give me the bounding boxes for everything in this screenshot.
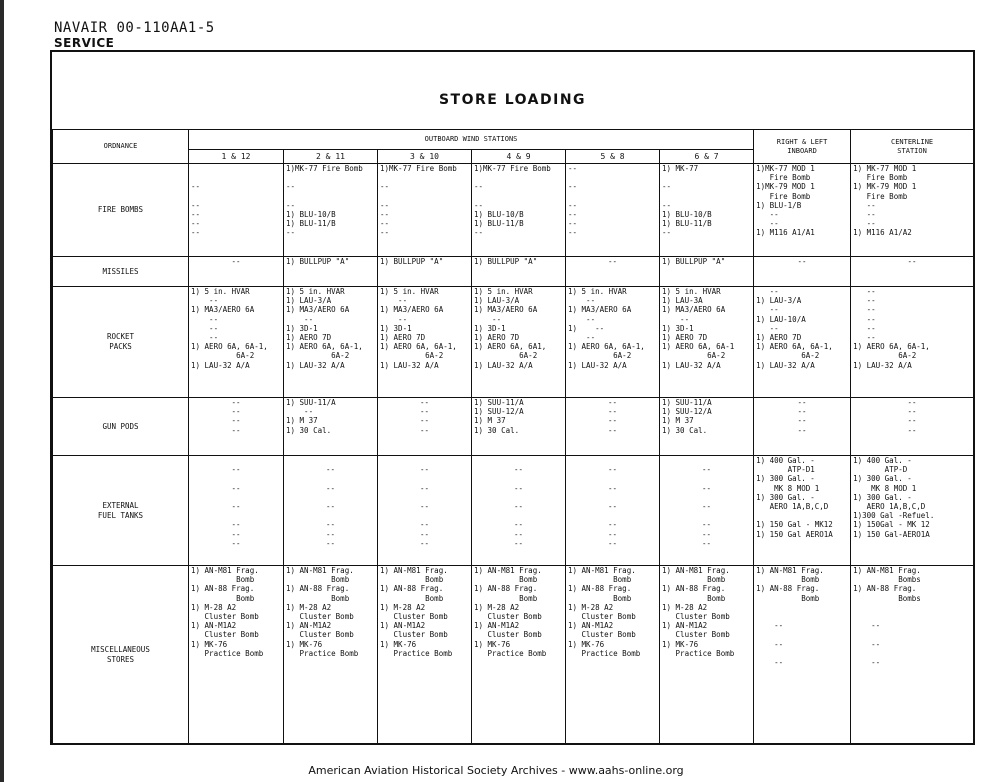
table-cell: -- -- -- -- -- -- — [472, 456, 566, 566]
category-label: EXTERNAL FUEL TANKS — [53, 456, 189, 566]
table-cell: -- -- -- -- -- -- — [566, 456, 660, 566]
table-cell: -- — [754, 257, 851, 287]
table-cell: -- -- -- -- -- -- — [378, 456, 472, 566]
category-label: FIRE BOMBS — [53, 164, 189, 257]
outboard-header: OUTBOARD WIND STATIONS — [189, 130, 754, 150]
table-cell: 1)MK-77 Fire Bomb -- -- -- -- -- — [378, 164, 472, 257]
table-cell: 1) SUU-11/A -- 1) M 37 1) 30 Cal. — [284, 398, 378, 456]
table-cell: 1) 5 in. HVAR -- 1) MA3/AERO 6A -- -- -- 1) AERO 6A, 6A-1, 6A-2 1) LAU-32 A/A — [189, 287, 284, 398]
table-cell: 1)MK-77 Fire Bomb -- -- 1) BLU-10/B 1) BLU-11/B -- — [472, 164, 566, 257]
table-cell: 1) BULLPUP "A" — [378, 257, 472, 287]
table-cell: 1) BULLPUP "A" — [660, 257, 754, 287]
station-number: 5 & 8 — [566, 150, 660, 164]
station-number: 3 & 10 — [378, 150, 472, 164]
table-cell: 1) 5 in. HVAR -- 1) MA3/AERO 6A -- 1) -- -- 1) AERO 6A, 6A-1, 6A-2 1) LAU-32 A/A — [566, 287, 660, 398]
category-label: GUN PODS — [53, 398, 189, 456]
table-cell: -- -- -- -- — [566, 398, 660, 456]
table-cell: -- — [851, 257, 974, 287]
table-row — [53, 398, 974, 456]
table-cell: -- 1) LAU-3/A -- 1) LAU-10/A -- 1) AERO 7D 1) AERO 6A, 6A-1, 6A-2 1) LAU-32 A/A — [754, 287, 851, 398]
table-cell: 1) AN-M81 Frag. Bombs 1) AN-88 Frag. Bombs -- -- -- — [851, 566, 974, 744]
table-cell: 1) 5 in. HVAR 1) LAU-3A 1) MA3/AERO 6A -- 1) 3D-1 1) AERO 7D 1) AERO 6A, 6A-1 6A-2 1) LAU-32 A/A — [660, 287, 754, 398]
section-label: SERVICE — [54, 36, 115, 50]
table-cell: 1) AN-M81 Frag. Bomb 1) AN-88 Frag. Bomb 1) M-28 A2 Cluster Bomb 1) AN-M1A2 Cluster Bomb 1) MK-76 Practice Bomb — [284, 566, 378, 744]
table-row — [53, 164, 974, 257]
table-cell: 1) AN-M81 Frag. Bomb 1) AN-88 Frag. Bomb 1) M-28 A2 Cluster Bomb 1) AN-M1A2 Cluster Bomb 1) MK-76 Practice Bomb — [472, 566, 566, 744]
table-cell: 1) 400 Gal. - ATP-D1 1) 300 Gal. - MK 8 MOD 1 1) 300 Gal. - AERO 1A,B,C,D 1) 150 Gal - MK12 1) 150 Gal AERO1A — [754, 456, 851, 566]
page-title: STORE LOADING — [438, 92, 587, 108]
table-cell: -- -- -- -- — [378, 398, 472, 456]
table-cell: 1)MK-77 MOD 1 Fire Bomb 1)MK-79 MOD 1 Fire Bomb 1) BLU-1/B -- -- 1) M116 A1/A1 — [754, 164, 851, 257]
table-cell: 1) 5 in. HVAR -- 1) MA3/AERO 6A -- 1) 3D-1 1) AERO 7D 1) AERO 6A, 6A-1, 6A-2 1) LAU-32 A/A — [378, 287, 472, 398]
table-cell: -- — [189, 257, 284, 287]
table-cell: -- -- -- -- -- -- — [660, 456, 754, 566]
table-cell: 1) SUU-11/A 1) SUU-12/A 1) M 37 1) 30 Cal. — [660, 398, 754, 456]
centerline-header: CENTERLINE STATION — [851, 130, 974, 164]
table-cell: 1) AN-M81 Frag. Bomb 1) AN-88 Frag. Bomb 1) M-28 A2 Cluster Bomb 1) AN-M1A2 Cluster Bomb 1) MK-76 Practice Bomb — [660, 566, 754, 744]
table-cell: -- -- -- -- -- -- — [284, 456, 378, 566]
table-cell: 1)MK-77 Fire Bomb -- -- 1) BLU-10/B 1) BLU-11/B -- — [284, 164, 378, 257]
table-cell: 1) 400 Gal. - ATP-D 1) 300 Gal. - MK 8 MOD 1 1) 300 Gal. - AERO 1A,B,C,D 1)300 Gal -Refuel. 1) 150Gal - MK 12 1) 150 Gal-AERO1A — [851, 456, 974, 566]
station-number: 1 & 12 — [189, 150, 284, 164]
table-cell: 1) BULLPUP "A" — [284, 257, 378, 287]
table-cell: -- -- -- -- — [754, 398, 851, 456]
station-number: 6 & 7 — [660, 150, 754, 164]
table-cell: -- — [566, 257, 660, 287]
store-loading-table — [52, 129, 974, 744]
table-cell: 1) AN-M81 Frag. Bomb 1) AN-88 Frag. Bomb 1) M-28 A2 Cluster Bomb 1) AN-M1A2 Cluster Bomb 1) MK-76 Practice Bomb — [566, 566, 660, 744]
archive-footer: American Aviation Historical Society Archives - www.aahs-online.org — [308, 764, 684, 777]
category-label: MISCELLANEOUS STORES — [53, 566, 189, 744]
table-cell: -- -- -- -- -- — [189, 164, 284, 257]
table-cell: 1) SUU-11/A 1) SUU-12/A 1) M 37 1) 30 Cal. — [472, 398, 566, 456]
table-cell: -- -- -- -- -- -- — [189, 456, 284, 566]
table-cell: -- -- -- -- -- -- — [566, 164, 660, 257]
category-label: MISSILES — [53, 257, 189, 287]
table-body — [53, 164, 974, 744]
table-row — [53, 566, 974, 744]
page-edge — [0, 0, 4, 782]
table-cell: 1) AN-M81 Frag. Bomb 1) AN-88 Frag. Bomb -- -- -- — [754, 566, 851, 744]
station-number: 2 & 11 — [284, 150, 378, 164]
table-cell: 1) 5 in. HVAR 1) LAU-3/A 1) MA3/AERO 6A -- 1) 3D-1 1) AERO 7D 1) AERO 6A, 6A-1, 6A-2 1) LAU-32 A/A — [284, 287, 378, 398]
inboard-header: RIGHT & LEFT INBOARD — [754, 130, 851, 164]
table-cell: 1) BULLPUP "A" — [472, 257, 566, 287]
table-cell: 1) MK-77 MOD 1 Fire Bomb 1) MK-79 MOD 1 Fire Bomb -- -- -- 1) M116 A1/A2 — [851, 164, 974, 257]
table-cell: -- -- -- -- — [851, 398, 974, 456]
table-cell: 1) AN-M81 Frag. Bomb 1) AN-88 Frag. Bomb 1) M-28 A2 Cluster Bomb 1) AN-M1A2 Cluster Bomb 1) MK-76 Practice Bomb — [189, 566, 284, 744]
table-row — [53, 287, 974, 398]
station-number: 4 & 9 — [472, 150, 566, 164]
table-row — [53, 257, 974, 287]
table-cell: 1) AN-M81 Frag. Bomb 1) AN-88 Frag. Bomb 1) M-28 A2 Cluster Bomb 1) AN-M1A2 Cluster Bomb 1) MK-76 Practice Bomb — [378, 566, 472, 744]
table-cell: -- -- -- -- — [189, 398, 284, 456]
table-cell: 1) MK-77 -- -- 1) BLU-10/B 1) BLU-11/B -- — [660, 164, 754, 257]
category-label: ROCKET PACKS — [53, 287, 189, 398]
table-cell: -- -- -- -- -- -- 1) AERO 6A, 6A-1, 6A-2 1) LAU-32 A/A — [851, 287, 974, 398]
table-row — [53, 456, 974, 566]
ordnance-header: ORDNANCE — [53, 130, 189, 164]
document-number: NAVAIR 00-110AA1-5 — [54, 20, 215, 36]
table-cell: 1) 5 in. HVAR 1) LAU-3/A 1) MA3/AERO 6A -- 1) 3D-1 1) AERO 7D 1) AERO 6A, 6A1, 6A-2 1) LAU-32 A/A — [472, 287, 566, 398]
